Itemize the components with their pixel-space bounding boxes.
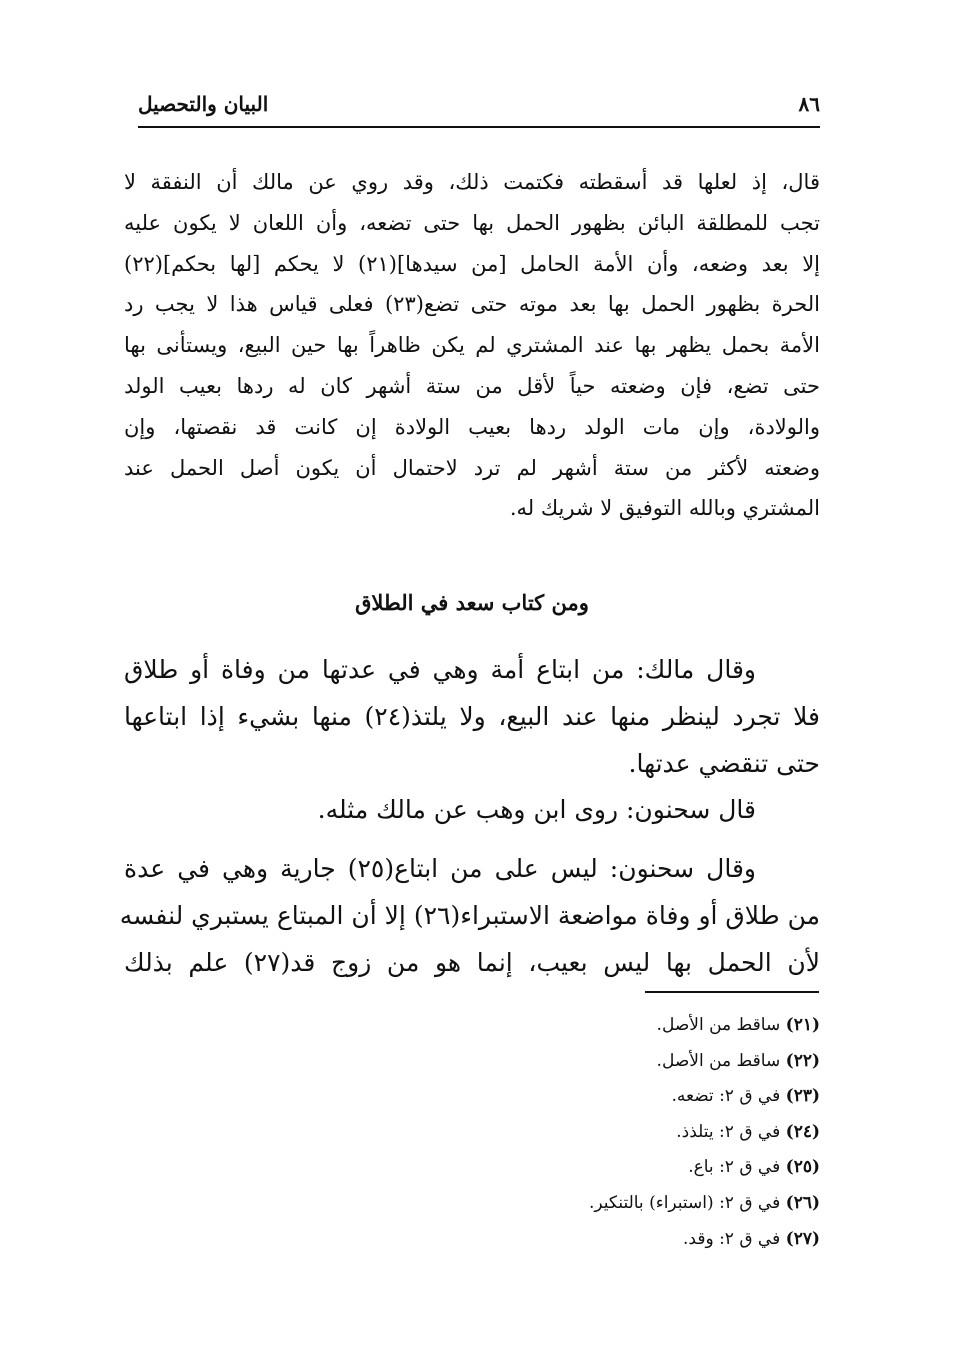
text-line: قال، إذ لعلها قد أسقطته فكتمت ذلك، وقد روي عن مالك أن النفقة لا xyxy=(124,170,820,194)
section-heading: ومن كتاب سعد في الطلاق xyxy=(355,590,589,615)
footnote-text: ساقط من الأصل. xyxy=(656,1015,781,1035)
footnote xyxy=(420,1115,820,1151)
text-line: قال سحنون: روى ابن وهب عن مالك مثله. xyxy=(317,795,756,824)
footnote-number: (٢٢) xyxy=(785,1050,820,1071)
footnote-number: (٢٤) xyxy=(785,1121,820,1142)
footnote-number: (٢٦) xyxy=(785,1192,820,1213)
text-line: فلا تجرد لينظر منها عند البيع، ولا يلتذ(٢٤) منها بشيء إذا ابتاعها xyxy=(124,702,820,731)
footnote-text: ساقط من الأصل. xyxy=(656,1050,781,1071)
footnotes xyxy=(420,1008,820,1257)
text-line: الأمة بحمل يظهر بها عند المشتري لم يكن ظاهراً بها حين البيع، ويستأنى بها xyxy=(124,333,820,358)
footnote xyxy=(420,1008,820,1044)
paragraph-1 xyxy=(124,162,820,529)
running-header xyxy=(138,88,820,128)
text-line: تجب للمطلقة البائن بظهور الحمل بها حتى تضعه، وأن اللعان لا يكون عليه xyxy=(124,210,820,235)
text-line: من طلاق أو وفاة مواضعة الاستبراء(٢٦) إلا أن المبتاع يستبري لنفسه xyxy=(119,901,820,930)
footnote xyxy=(420,1222,820,1258)
footnote-number: (٢١) xyxy=(785,1015,820,1035)
footnote xyxy=(420,1044,820,1080)
footnote-text: في ق ٢: وقد. xyxy=(683,1228,781,1249)
text-line: حتى تنقضي عدتها. xyxy=(628,749,820,778)
text-line: حتى تضع، فإن وضعته حياً لأقل من ستة أشهر كان له ردها بعيب الولد xyxy=(124,373,820,398)
paragraph-3 xyxy=(124,786,820,833)
footnote-text: في ق ٢: تضعه. xyxy=(671,1086,781,1107)
footnote-text: في ق ٢: (استبراء) بالتنكير. xyxy=(589,1192,781,1213)
paragraph-4 xyxy=(119,845,820,986)
footnote-divider xyxy=(645,991,819,993)
text-line: وقال مالك: من ابتاع أمة وهي في عدتها من وفاة أو طلاق xyxy=(124,655,756,684)
footnote-text: في ق ٢: يتلذذ. xyxy=(676,1121,781,1142)
text-line: إلا بعد وضعه، وأن الأمة الحامل [من سيدها](٢١) لا يحكم [لها بحكم](٢٢) xyxy=(124,251,820,276)
text-line: والولادة، وإن مات الولد ردها بعيب الولادة إن كانت قد نقصتها، وإن xyxy=(124,414,820,439)
footnote-number: (٢٥) xyxy=(785,1157,820,1178)
text-line: وقال سحنون: ليس على من ابتاع(٢٥) جارية وهي في عدة xyxy=(124,854,756,883)
footnote-text: في ق ٢: باع. xyxy=(688,1157,781,1178)
footnote xyxy=(420,1150,820,1186)
text-line: الحرة بظهور الحمل بها بعد موته حتى تضع(٢٣) فعلى قياس هذا لا يجب رد xyxy=(124,292,820,317)
footnote-number: (٢٧) xyxy=(785,1228,820,1249)
text-line: وضعته لأكثر من ستة أشهر لم ترد لاحتمال أن يكون أصل الحمل عند xyxy=(124,455,820,480)
page-number: ٨٦ xyxy=(798,92,820,116)
footnote-number: (٢٣) xyxy=(785,1086,820,1107)
paragraph-2 xyxy=(124,646,820,787)
book-title: البيان والتحصيل xyxy=(138,92,269,116)
text-line: المشتري وبالله التوفيق لا شريك له. xyxy=(509,496,820,521)
footnote xyxy=(420,1186,820,1222)
text-line: لأن الحمل بها ليس بعيب، إنما هو من زوج قد(٢٧) علم بذلك xyxy=(124,948,820,977)
footnote xyxy=(420,1079,820,1115)
